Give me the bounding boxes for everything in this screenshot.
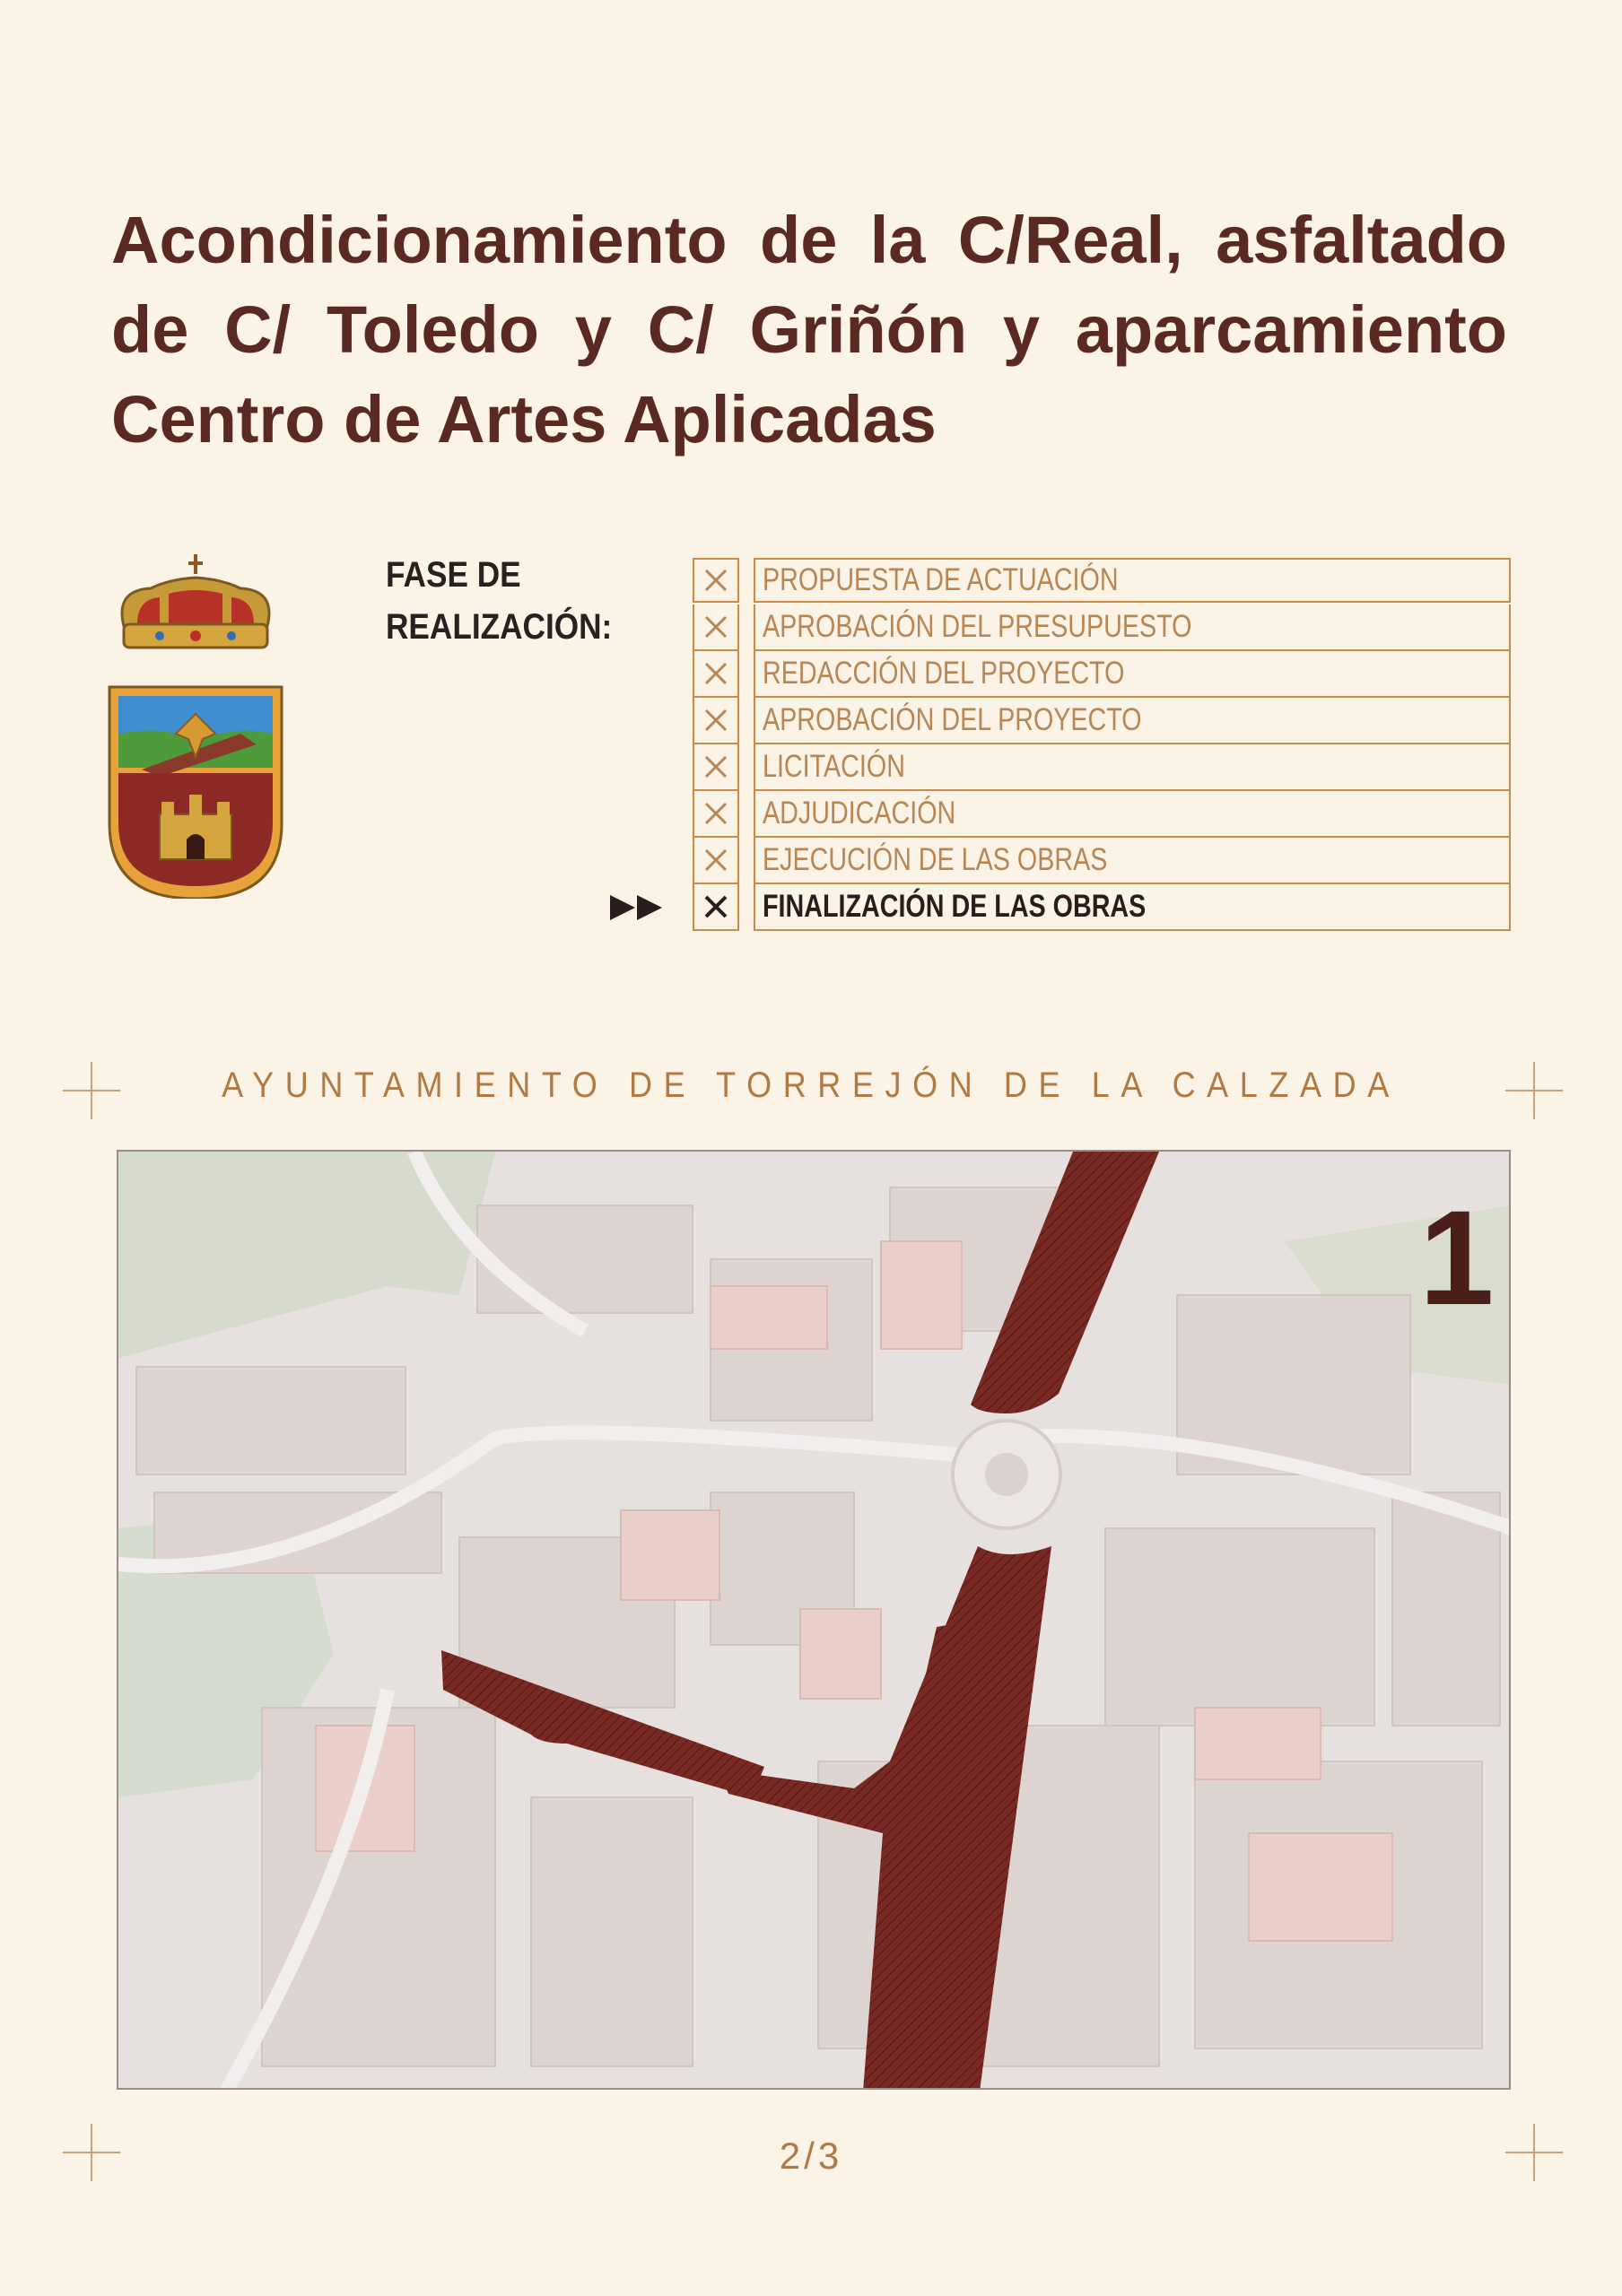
phase-item xyxy=(693,744,1511,791)
phase-item xyxy=(693,558,1511,604)
phase-item xyxy=(693,651,1511,698)
phase-item-label: EJECUCIÓN DE LAS OBRAS xyxy=(763,842,1108,877)
checkbox xyxy=(693,604,739,651)
check-x-icon xyxy=(703,568,728,593)
checkbox xyxy=(693,838,739,884)
map-drawing xyxy=(118,1152,1511,2090)
crest-icon xyxy=(106,554,285,899)
phase-item-label: PROPUESTA DE ACTUACIÓN xyxy=(763,562,1119,597)
checkbox xyxy=(693,698,739,744)
checkbox xyxy=(693,558,739,603)
check-x-icon xyxy=(703,848,728,873)
check-x-icon xyxy=(703,661,728,686)
check-x-icon xyxy=(703,894,728,919)
check-x-icon xyxy=(703,754,728,779)
map-marker: 1 xyxy=(1419,1182,1495,1333)
page-number: 2/3 xyxy=(779,2135,843,2177)
page-title: Acondicionamiento de la C/Real, asfaltado de C/ Toledo y C/ Griñón y aparcamiento Centro de Artes Aplicadas xyxy=(111,203,1507,457)
phase-item-label: LICITACIÓN xyxy=(763,749,905,784)
phase-checklist xyxy=(693,558,1511,931)
phase-item-current xyxy=(693,884,1511,931)
phase-label: FASE DE REALIZACIÓN: xyxy=(386,555,613,647)
phase-item xyxy=(693,791,1511,838)
phase-item xyxy=(693,604,1511,651)
phase-item-label: FINALIZACIÓN DE LAS OBRAS xyxy=(763,889,1147,924)
check-x-icon xyxy=(703,801,728,826)
phase-item-label: REDACCIÓN DEL PROYECTO xyxy=(763,656,1125,691)
phase-item-label: APROBACIÓN DEL PROYECTO xyxy=(763,702,1142,737)
municipality-name: AYUNTAMIENTO DE TORREJÓN DE LA CALZADA xyxy=(222,1065,1400,1105)
aerial-map xyxy=(117,1150,1511,2090)
phase-item-label: ADJUDICACIÓN xyxy=(763,796,956,831)
checkbox xyxy=(693,744,739,791)
phase-item xyxy=(693,838,1511,884)
checkbox xyxy=(693,884,739,931)
check-x-icon xyxy=(703,708,728,733)
current-arrow-icon xyxy=(610,895,666,920)
checkbox xyxy=(693,651,739,698)
checkbox xyxy=(693,791,739,838)
check-x-icon xyxy=(703,614,728,639)
phase-item xyxy=(693,698,1511,744)
phase-item-label: APROBACIÓN DEL PRESUPUESTO xyxy=(763,609,1192,644)
